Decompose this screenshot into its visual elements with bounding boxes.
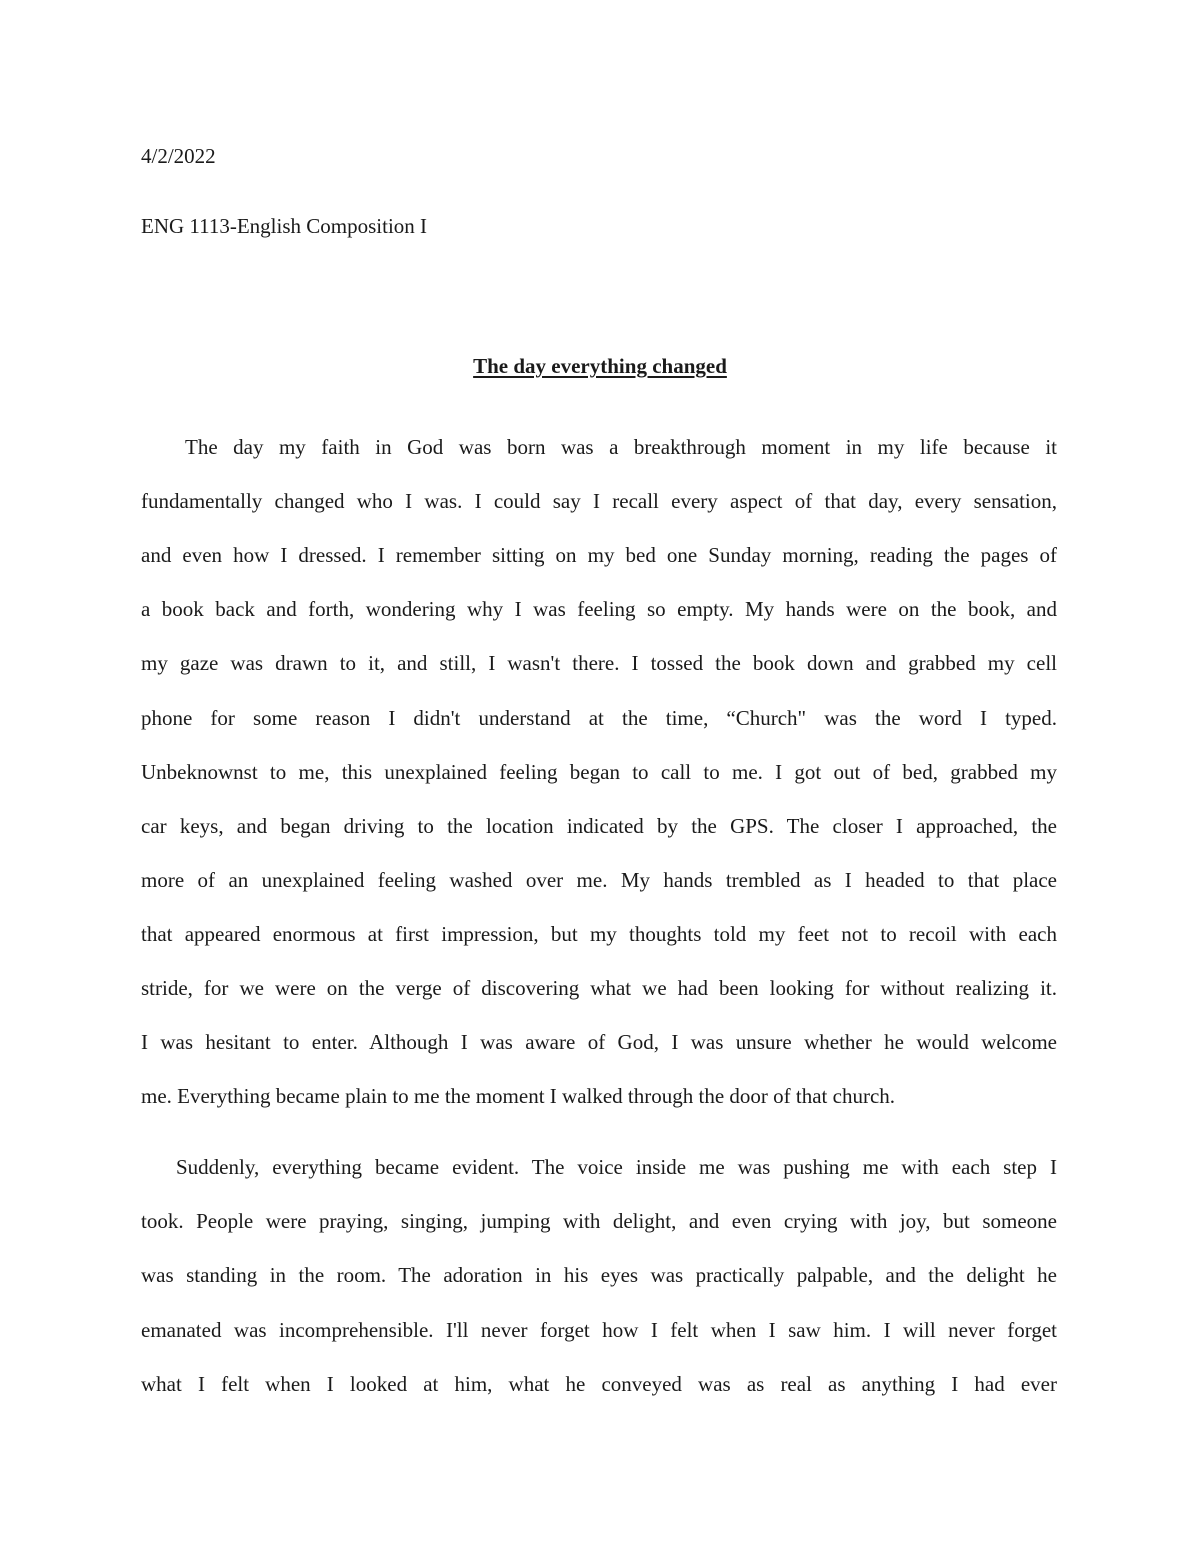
- paragraph-line: my gaze was drawn to it, and still, I wasn't there. I tossed the book down and grabbed my cell: [141, 651, 1057, 675]
- paragraph-line: a book back and forth, wondering why I was feeling so empty. My hands were on the book, and: [141, 597, 1057, 621]
- paragraph-line: Unbeknownst to me, this unexplained feeling began to call to me. I got out of bed, grabbed my: [141, 760, 1057, 784]
- paragraph-line: emanated was incomprehensible. I'll never forget how I felt when I saw him. I will never forget: [141, 1318, 1057, 1342]
- course-name: ENG 1113-English Composition I: [141, 214, 428, 238]
- paragraph-line: more of an unexplained feeling washed over me. My hands trembled as I headed to that place: [141, 868, 1057, 892]
- paragraph-line: Suddenly, everything became evident. The voice inside me was pushing me with each step I: [176, 1155, 1057, 1179]
- paragraph-line: me. Everything became plain to me the moment I walked through the door of that church.: [141, 1084, 896, 1108]
- paragraph-line: that appeared enormous at first impression, but my thoughts told my feet not to recoil with each: [141, 922, 1057, 946]
- paragraph-line: was standing in the room. The adoration in his eyes was practically palpable, and the delight he: [141, 1263, 1057, 1287]
- paragraph-line: fundamentally changed who I was. I could say I recall every aspect of that day, every sensation,: [141, 489, 1057, 513]
- paragraph-line: I was hesitant to enter. Although I was aware of God, I was unsure whether he would welcome: [141, 1030, 1057, 1054]
- document-date: 4/2/2022: [141, 144, 216, 168]
- paragraph-line: The day my faith in God was born was a breakthrough moment in my life because it: [185, 435, 1057, 459]
- paragraph-line: took. People were praying, singing, jumping with delight, and even crying with joy, but someone: [141, 1209, 1057, 1233]
- paragraph-line: stride, for we were on the verge of discovering what we had been looking for without realizing it.: [141, 976, 1057, 1000]
- paragraph-line: car keys, and began driving to the location indicated by the GPS. The closer I approached, the: [141, 814, 1057, 838]
- paragraph-line: phone for some reason I didn't understand at the time, “Church" was the word I typed.: [141, 706, 1057, 730]
- paragraph-line: and even how I dressed. I remember sitting on my bed one Sunday morning, reading the pages of: [141, 543, 1057, 567]
- paragraph-line: what I felt when I looked at him, what he conveyed was as real as anything I had ever: [141, 1372, 1057, 1396]
- essay-title: The day everything changed: [473, 354, 727, 378]
